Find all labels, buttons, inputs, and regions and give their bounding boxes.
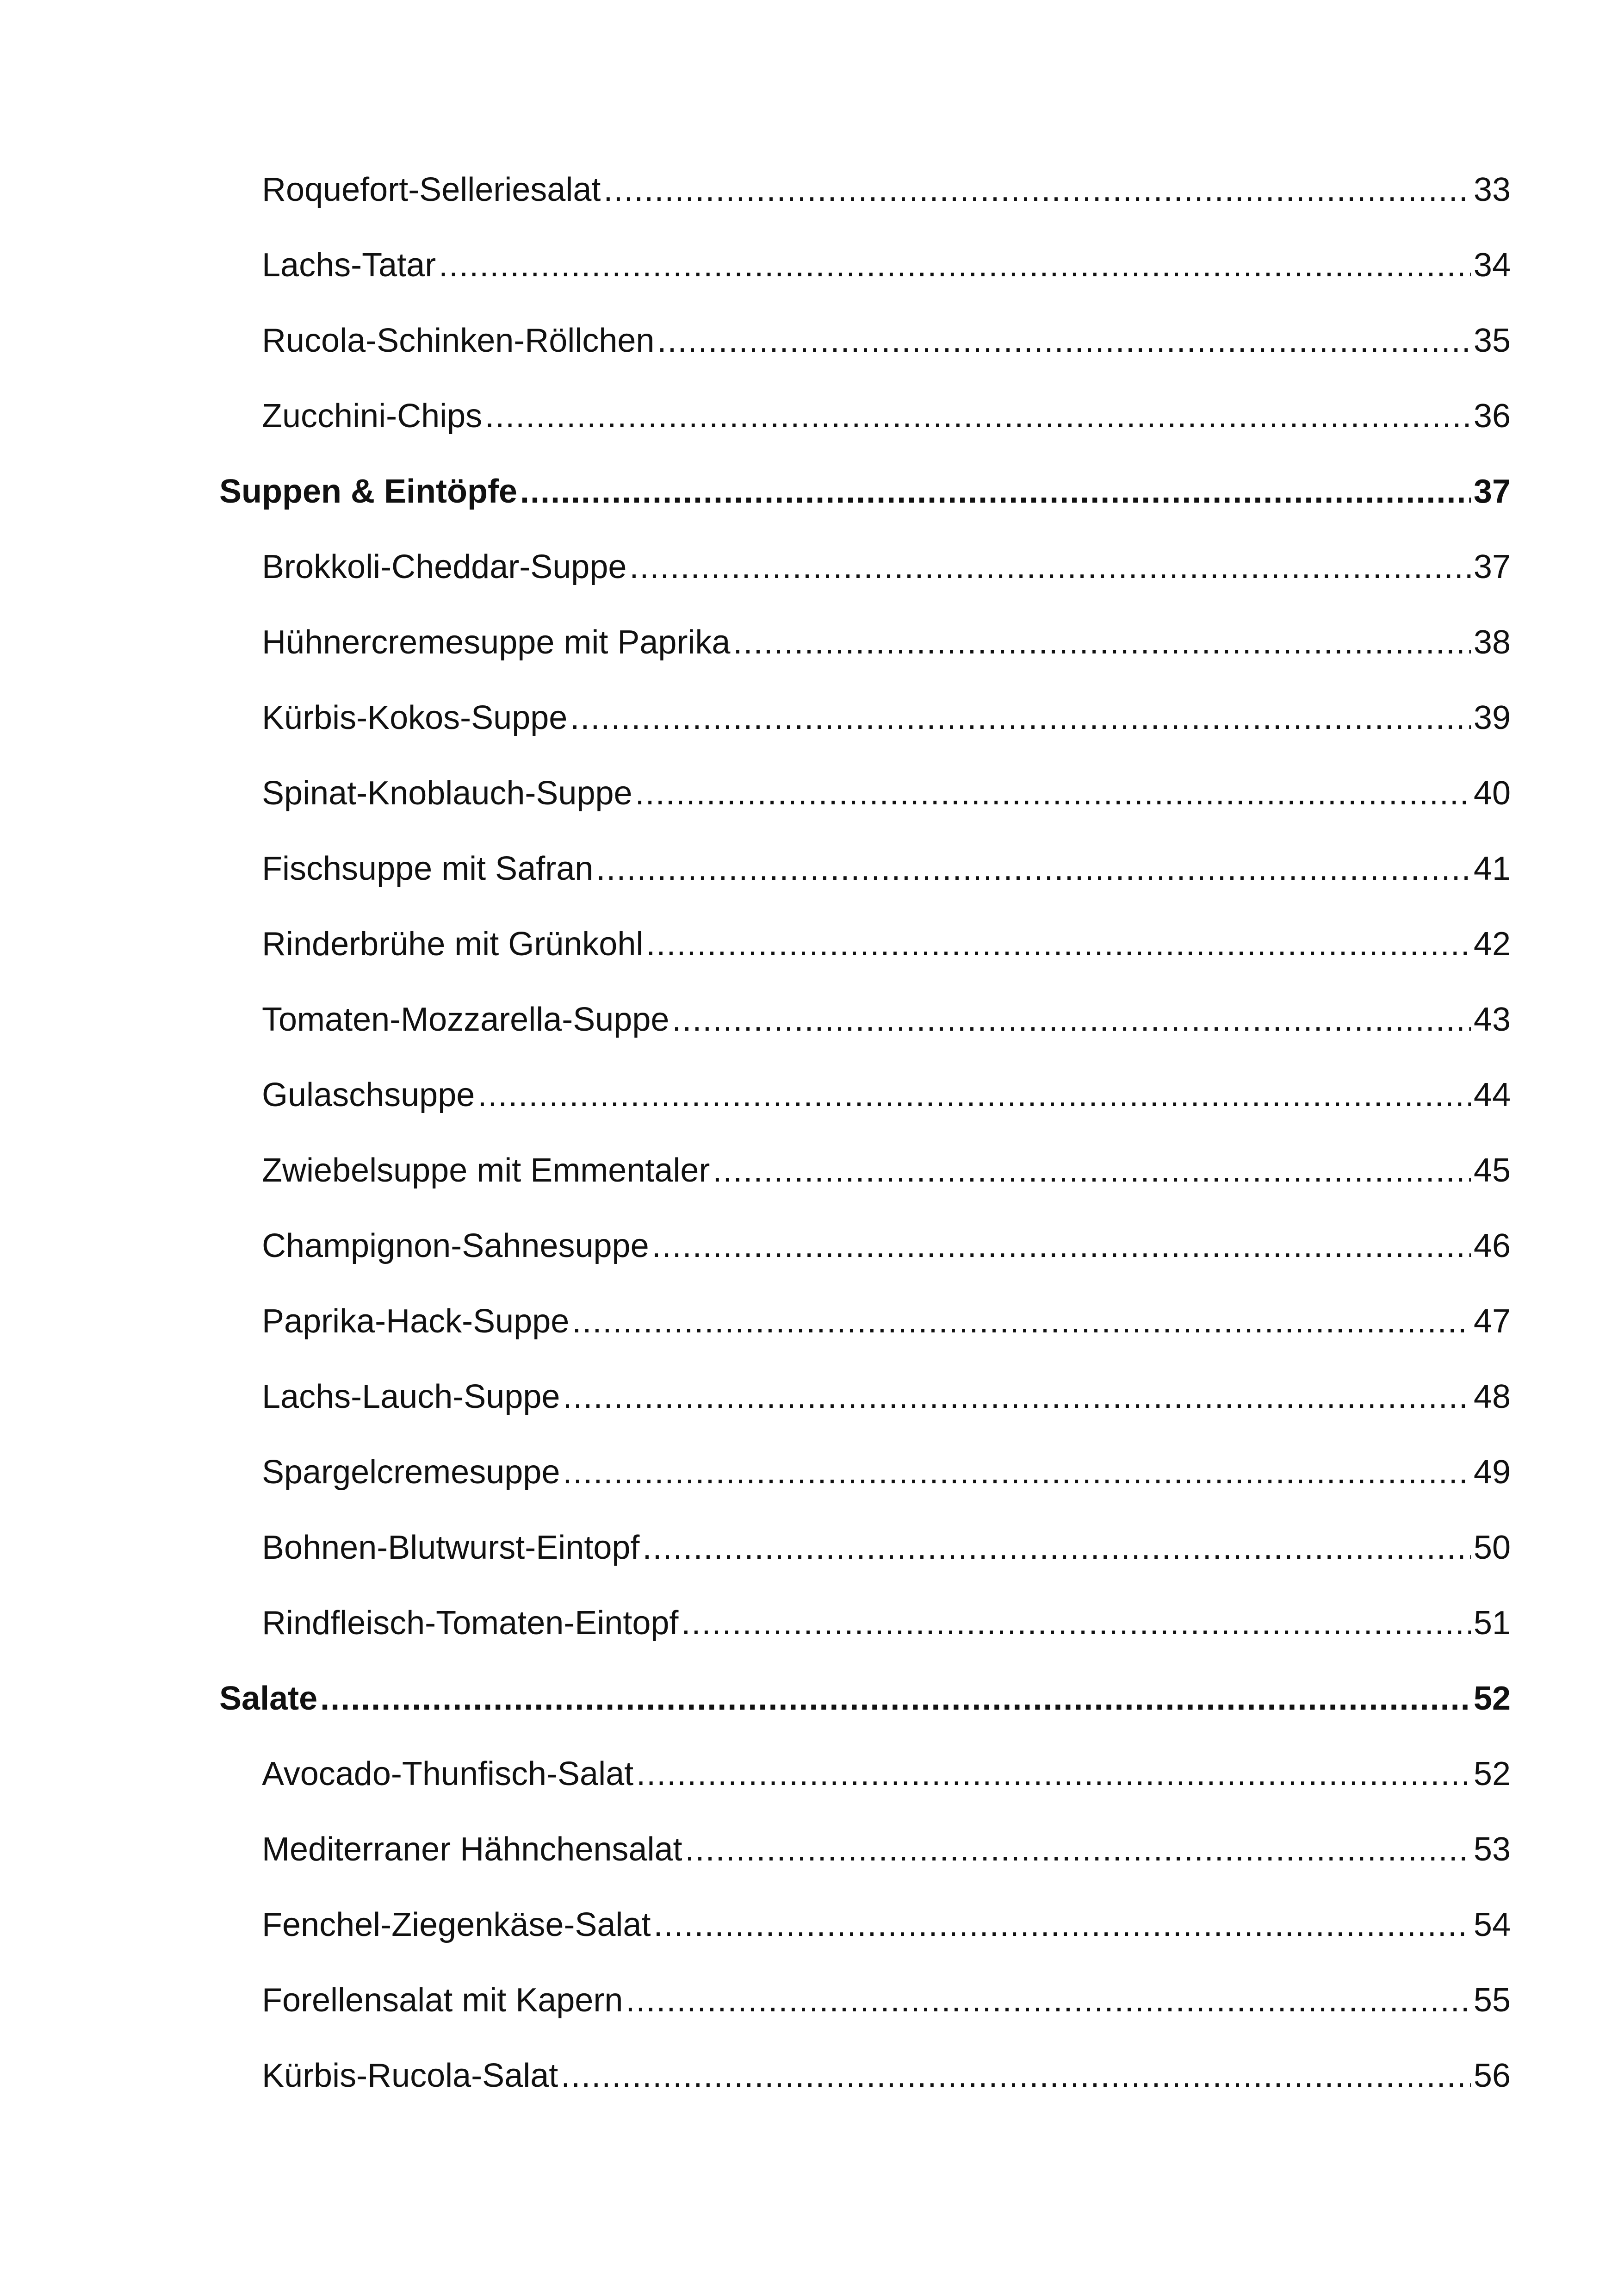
- toc-entry-page: 45: [1473, 1152, 1511, 1189]
- toc-leader-dots: [572, 1296, 1471, 1347]
- toc-leader-dots: [477, 1070, 1471, 1120]
- toc-leader-dots: [642, 1522, 1470, 1573]
- toc-entry[interactable]: [262, 919, 1511, 970]
- toc-entry[interactable]: [262, 617, 1511, 668]
- toc-entry-title: Champignon-Sahnesuppe: [262, 1227, 649, 1264]
- toc-entry[interactable]: [262, 315, 1511, 366]
- toc-leader-dots: [629, 541, 1470, 592]
- toc-entry-title: Gulaschsuppe: [262, 1076, 475, 1114]
- toc-entry-page: 42: [1473, 926, 1511, 963]
- toc-entry-title: Rinderbrühe mit Grünkohl: [262, 926, 644, 963]
- toc-leader-dots: [439, 240, 1471, 291]
- toc-entry[interactable]: [262, 1145, 1511, 1196]
- toc-leader-dots: [635, 768, 1471, 819]
- toc-leader-dots: [646, 919, 1471, 970]
- toc-entry-page: 50: [1473, 1529, 1511, 1566]
- toc-entry-title: Avocado-Thunfisch-Salat: [262, 1755, 634, 1792]
- toc-leader-dots: [603, 164, 1471, 215]
- toc-entry-title: Paprika-Hack-Suppe: [262, 1303, 570, 1340]
- toc-entry[interactable]: [262, 994, 1511, 1045]
- toc-section-heading[interactable]: [219, 1673, 1511, 1724]
- toc-leader-dots: [485, 391, 1471, 442]
- toc-entry-title: Fischsuppe mit Safran: [262, 850, 594, 887]
- toc-entry[interactable]: [262, 1296, 1511, 1347]
- toc-entry-title: Roquefort-Selleriesalat: [262, 171, 601, 208]
- toc-entry-title: Zucchini-Chips: [262, 398, 483, 435]
- toc-entry-page: 33: [1473, 171, 1511, 208]
- toc-entry[interactable]: [262, 240, 1511, 291]
- toc-entry-title: Bohnen-Blutwurst-Eintopf: [262, 1529, 640, 1566]
- toc-entry-title: Lachs-Lauch-Suppe: [262, 1378, 560, 1415]
- toc-entry-page: 41: [1473, 850, 1511, 887]
- toc-entry-title: Brokkoli-Cheddar-Suppe: [262, 548, 627, 585]
- toc-leader-dots: [681, 1598, 1470, 1649]
- toc-entry-title: Kürbis-Rucola-Salat: [262, 2057, 558, 2094]
- toc-leader-dots: [320, 1673, 1471, 1724]
- toc-entry[interactable]: [262, 1824, 1511, 1875]
- toc-entry-title: Hühnercremesuppe mit Paprika: [262, 624, 731, 661]
- toc-entry-page: 47: [1473, 1303, 1511, 1340]
- toc-entry[interactable]: [262, 768, 1511, 819]
- toc-leader-dots: [685, 1824, 1471, 1875]
- toc-entry-page: 56: [1473, 2057, 1511, 2094]
- toc-entry-page: 48: [1473, 1378, 1511, 1415]
- toc-entry-page: 53: [1473, 1831, 1511, 1868]
- toc-entry-title: Lachs-Tatar: [262, 247, 436, 284]
- toc-entry[interactable]: [262, 2050, 1511, 2101]
- toc-section-title: Salate: [219, 1680, 318, 1717]
- toc-entry-page: 38: [1473, 624, 1511, 661]
- toc-entry-title: Rucola-Schinken-Röllchen: [262, 322, 655, 359]
- toc-entry-page: 54: [1473, 1906, 1511, 1943]
- toc-entry-page: 55: [1473, 1982, 1511, 2019]
- toc-leader-dots: [596, 843, 1471, 894]
- toc-leader-dots: [561, 2050, 1471, 2101]
- toc-entry[interactable]: [262, 843, 1511, 894]
- toc-section-page: 37: [1473, 473, 1511, 510]
- toc-entry-page: 44: [1473, 1076, 1511, 1114]
- toc-entry[interactable]: [262, 1447, 1511, 1498]
- toc-leader-dots: [713, 1145, 1471, 1196]
- toc-entry-page: 46: [1473, 1227, 1511, 1264]
- toc-leader-dots: [652, 1220, 1471, 1271]
- toc-leader-dots: [626, 1975, 1471, 2026]
- toc-entry-page: 36: [1473, 398, 1511, 435]
- toc-entry-title: Spinat-Knoblauch-Suppe: [262, 775, 632, 812]
- toc-entry[interactable]: [262, 164, 1511, 215]
- toc-entry-page: 35: [1473, 322, 1511, 359]
- toc-entry-title: Zwiebelsuppe mit Emmentaler: [262, 1152, 710, 1189]
- toc-entry-title: Kürbis-Kokos-Suppe: [262, 699, 568, 736]
- toc-entry-page: 37: [1473, 548, 1511, 585]
- toc-entry-page: 40: [1473, 775, 1511, 812]
- toc-entry[interactable]: [262, 1748, 1511, 1799]
- toc-leader-dots: [657, 315, 1470, 366]
- toc-entry-page: 51: [1473, 1605, 1511, 1642]
- toc-entry[interactable]: [262, 692, 1511, 743]
- toc-entry[interactable]: [262, 1899, 1511, 1950]
- toc-leader-dots: [653, 1899, 1470, 1950]
- toc-section-heading[interactable]: [219, 466, 1511, 517]
- toc-entry-title: Spargelcremesuppe: [262, 1454, 560, 1491]
- toc-entry-title: Fenchel-Ziegenkäse-Salat: [262, 1906, 651, 1943]
- toc-entry-page: 52: [1473, 1755, 1511, 1792]
- toc-entry-title: Rindfleisch-Tomaten-Eintopf: [262, 1605, 679, 1642]
- toc-entry-title: Tomaten-Mozzarella-Suppe: [262, 1001, 670, 1038]
- toc-entry[interactable]: [262, 1975, 1511, 2026]
- toc-entry-title: Forellensalat mit Kapern: [262, 1982, 623, 2019]
- toc-entry[interactable]: [262, 1598, 1511, 1649]
- toc-entry[interactable]: [262, 541, 1511, 592]
- toc-leader-dots: [570, 692, 1471, 743]
- toc-entry-page: 39: [1473, 699, 1511, 736]
- toc-entry[interactable]: [262, 391, 1511, 442]
- toc-entry-page: 43: [1473, 1001, 1511, 1038]
- toc-leader-dots: [563, 1371, 1470, 1422]
- toc-entry[interactable]: [262, 1070, 1511, 1120]
- toc-entry-title: Mediterraner Hähnchensalat: [262, 1831, 682, 1868]
- toc-leader-dots: [563, 1447, 1471, 1498]
- toc-entry[interactable]: [262, 1220, 1511, 1271]
- toc-entry[interactable]: [262, 1522, 1511, 1573]
- toc-leader-dots: [733, 617, 1470, 668]
- toc-entry[interactable]: [262, 1371, 1511, 1422]
- toc-leader-dots: [520, 466, 1471, 517]
- toc-entry-page: 49: [1473, 1454, 1511, 1491]
- toc-entry-page: 34: [1473, 247, 1511, 284]
- toc-leader-dots: [672, 994, 1470, 1045]
- toc-section-title: Suppen & Eintöpfe: [219, 473, 517, 510]
- toc-leader-dots: [636, 1748, 1471, 1799]
- toc-section-page: 52: [1473, 1680, 1511, 1717]
